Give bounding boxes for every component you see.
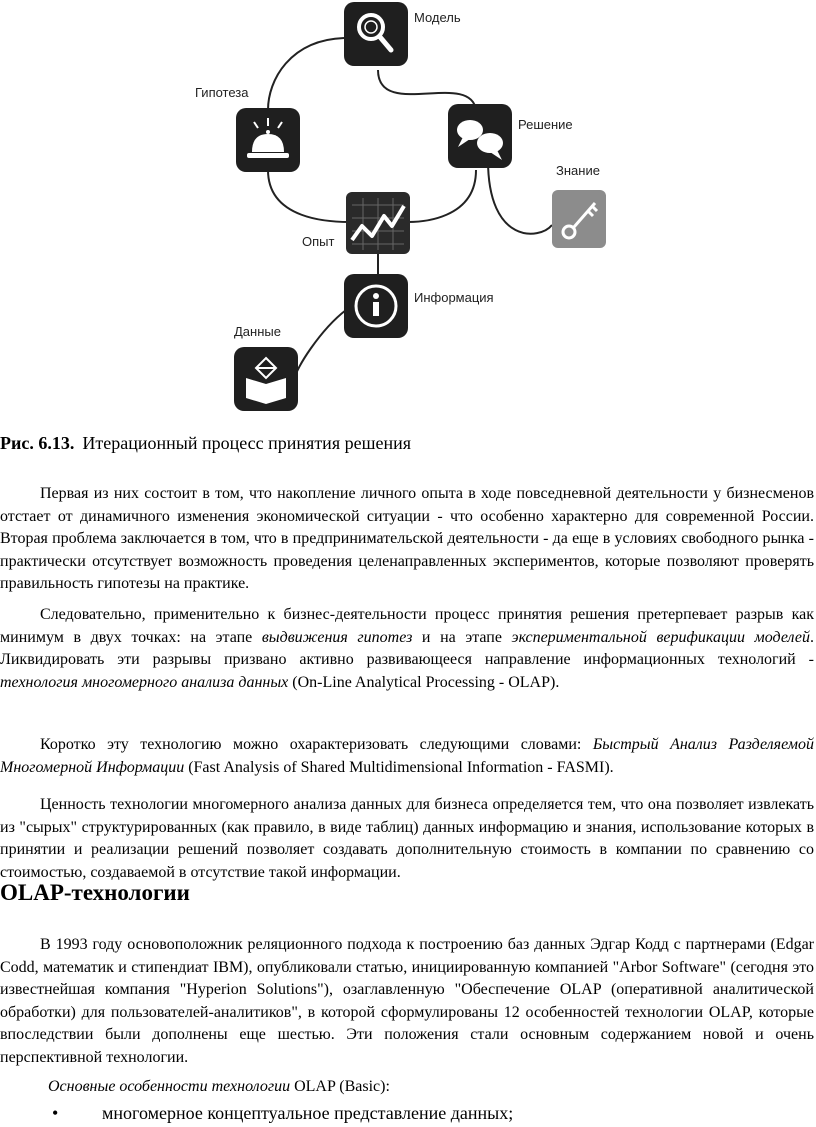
- hypothesis-node: [195, 85, 300, 172]
- information-label: Информация: [414, 290, 494, 305]
- figure-title: Итерационный процесс принятия решения: [82, 433, 411, 453]
- basic-features-label: [48, 1078, 390, 1096]
- paragraph-4: Ценность технологии многомерного анализа данных для бизнеса определяется тем, что она позволяет извлекать из "сырых" структурированных (как правило, в виде таблиц) данных информацию и знания, использование которых в принятии и реализации решений позволяет создавать дополнительную стоимость в компании по сравнению со стоимостью, создаваемой в отсутствие такой информации.: [0, 796, 814, 881]
- hypothesis-label: Гипотеза: [195, 85, 249, 100]
- decision-label: Решение: [518, 117, 573, 132]
- decision-node: [448, 104, 573, 168]
- section-heading: OLAP-технологии: [0, 880, 190, 905]
- experience-label: Опыт: [302, 234, 335, 249]
- bullet-text: многомерное концептуальное представление данных;: [102, 1103, 514, 1123]
- model-node: [344, 2, 461, 66]
- p2-text-e: . Ликвидировать эти разрывы призвано активно развивающееся направление информационных технологий -: [0, 628, 814, 668]
- knowledge-label: Знание: [556, 163, 600, 178]
- p2-text-c: и на этапе: [412, 628, 512, 646]
- basic-rest: OLAP (Basic):: [290, 1078, 390, 1095]
- p3-text-c: (Fast Analysis of Shared Multidimensional Information - FASMI).: [184, 758, 614, 776]
- knowledge-node: [552, 163, 606, 248]
- figure-number: Рис. 6.13.: [0, 433, 75, 453]
- p2-text-g: (On-Line Analytical Processing - OLAP).: [288, 673, 560, 691]
- figure-caption: [0, 433, 411, 454]
- basic-italic: Основные особенности технологии: [48, 1078, 291, 1095]
- p2-italic-verification: экспериментальной верификации моделей: [511, 628, 810, 646]
- p2-italic-olap: технология многомерного анализа данных: [0, 673, 289, 691]
- data-node: [234, 324, 298, 411]
- p2-text-a: Следовательно, применительно к бизнес-деятельности процесс принятия решения претерпевает разрыв как минимум в двух точках: на этапе: [0, 606, 814, 646]
- bullet-item: [52, 1103, 513, 1124]
- p3-italic-fasmi: Быстрый Анализ Разделяемой Многомерной Информации: [0, 736, 814, 776]
- p2-italic-hypotheses: выдвижения гипотез: [261, 628, 413, 646]
- paragraph-3: [0, 734, 814, 779]
- information-node: [344, 274, 494, 338]
- paragraph-2: [0, 604, 814, 694]
- experience-node: [302, 192, 410, 254]
- paragraph-5: В 1993 году основоположник реляционного подхода к построению баз данных Эдгар Кодд с партнерами (Edgar Codd, математик и стипендиат IBM), опубликовали статью, инициированную компанией "Arbor Software" (сегодня это известнейшая компания "Hyperion Solutions"), озаглавленную "Обеспечение OLAP (оперативной аналитической обработки) для пользователей-аналитиков", в которой сформулированы 12 особенностей технологии OLAP, которые впоследствии были дополнены еще шестью. Эти положения стали основным содержанием новой и очень перспективной технологии.: [0, 936, 814, 1066]
- data-label: Данные: [234, 324, 281, 339]
- bullet-icon: •: [52, 1103, 59, 1123]
- p3-text-a: Коротко эту технологию можно охарактеризовать следующими словами:: [40, 736, 593, 753]
- paragraph-1: Первая из них состоит в том, что накопление личного опыта в ходе повседневной деятельности у бизнесменов отстает от динамичного изменения экономической ситуации - что особенно характерно для современной России. Вторая проблема заключается в том, что в предпринимательской деятельности - да еще в условиях свободного рынка - практически отсутствует возможность проведения целенаправленных экспериментов, которые позволяют проверять правильность гипотезы на практике.: [0, 485, 814, 592]
- model-label: Модель: [414, 10, 461, 25]
- decision-process-diagram: [0, 0, 816, 420]
